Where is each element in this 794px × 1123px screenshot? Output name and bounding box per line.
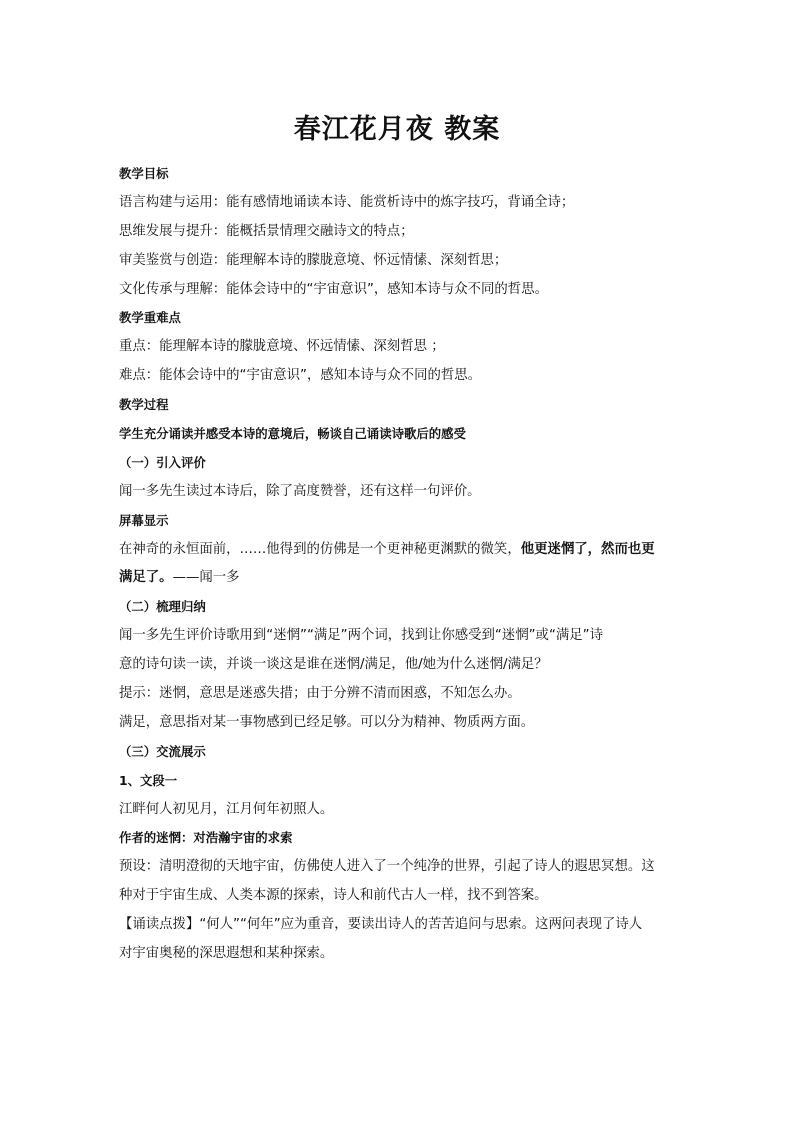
process-heading: 教学过程 — [119, 397, 169, 413]
part3-heading: （三）交流展示 — [119, 743, 206, 759]
document-body — [119, 160, 679, 969]
quote-line-2 — [119, 564, 679, 593]
preset-text-1: 预设：清明澄彻的天地宇宙，仿佛使人进入了一个纯净的世界，引起了诗人的遐思冥想。这 — [119, 859, 655, 875]
process-intro: 学生充分诵读并感受本诗的意境后，畅谈自己诵读诗歌后的感受 — [119, 426, 466, 442]
preset-text-2: 种对于宇宙生成、人类本源的探索，诗人和前代古人一样，找不到答案。 — [119, 888, 548, 904]
quote-bold-text: 他更迷惘了，然而也更 — [520, 541, 655, 557]
goal-aesthetic: 审美鉴赏与创造：能理解本诗的朦胧意境、怀远情愫、深刻哲思； — [119, 252, 508, 268]
quote-bold-end: 满足了。 — [119, 570, 173, 586]
hint-text: 提示：迷惘，意思是迷惑失措；由于分辨不清而困惑，不知怎么办。 — [119, 686, 521, 702]
part1-text: 闻一多先生读过本诗后，除了高度赞誉，还有这样一句评价。 — [119, 483, 481, 499]
goal-language: 语言构建与运用：能有感情地诵读本诗、能赏析诗中的炼字技巧，背诵全诗； — [119, 194, 575, 210]
paragraph1-heading: 1、文段一 — [119, 772, 178, 788]
keypoints-heading: 教学重难点 — [119, 310, 181, 326]
goal-thinking: 思维发展与提升：能概括景情理交融诗文的特点； — [119, 223, 414, 239]
quote-line-1 — [119, 536, 679, 565]
part1-heading: （一）引入评价 — [119, 454, 206, 470]
page-title: 春江花月夜 教案 — [293, 114, 501, 145]
part2-text-2: 意的诗句读一读，并谈一谈这是谁在迷惘/满足，他/她为什么迷惘/满足？ — [119, 657, 548, 673]
difficulty-text: 难点：能体会诗中的“宇宙意识”，感知本诗与众不同的哲思。 — [119, 368, 482, 384]
goal-culture: 文化传承与理解：能体会诗中的“宇宙意识”，感知本诗与众不同的哲思。 — [119, 281, 548, 297]
goals-heading: 教学目标 — [119, 166, 169, 181]
part2-text-1: 闻一多先生评价诗歌用到“迷惘”“满足”两个词，找到让你感受到“迷惘”或“满足”诗 — [119, 628, 603, 644]
reading-tip-1: 【诵读点拨】“何人”“何年”应为重音，要读出诗人的苦苦追问与思索。这两问表现了诗人 — [119, 917, 643, 933]
satisfy-text: 满足，意思指对某一事物感到已经足够。可以分为精神、物质两方面。 — [119, 714, 535, 730]
paragraph1-poem: 江畔何人初见月，江月何年初照人。 — [119, 801, 334, 817]
reading-tip-2: 对宇宙奥秘的深思遐想和某种探索。 — [119, 946, 334, 962]
part2-heading: （二）梳理归纳 — [119, 599, 206, 615]
keypoint-text: 重点：能理解本诗的朦胧意境、怀远情愫、深刻哲思 ； — [119, 339, 445, 355]
quote-normal-text: 在神奇的永恒面前，……他得到的仿佛是一个更神秘更渊默的微笑， — [119, 541, 521, 557]
quote-attribution: ——闻一多 — [172, 570, 240, 586]
screen-heading: 屏幕显示 — [119, 512, 169, 528]
author-confusion-heading: 作者的迷惘：对浩瀚宇宙的求索 — [119, 830, 293, 846]
